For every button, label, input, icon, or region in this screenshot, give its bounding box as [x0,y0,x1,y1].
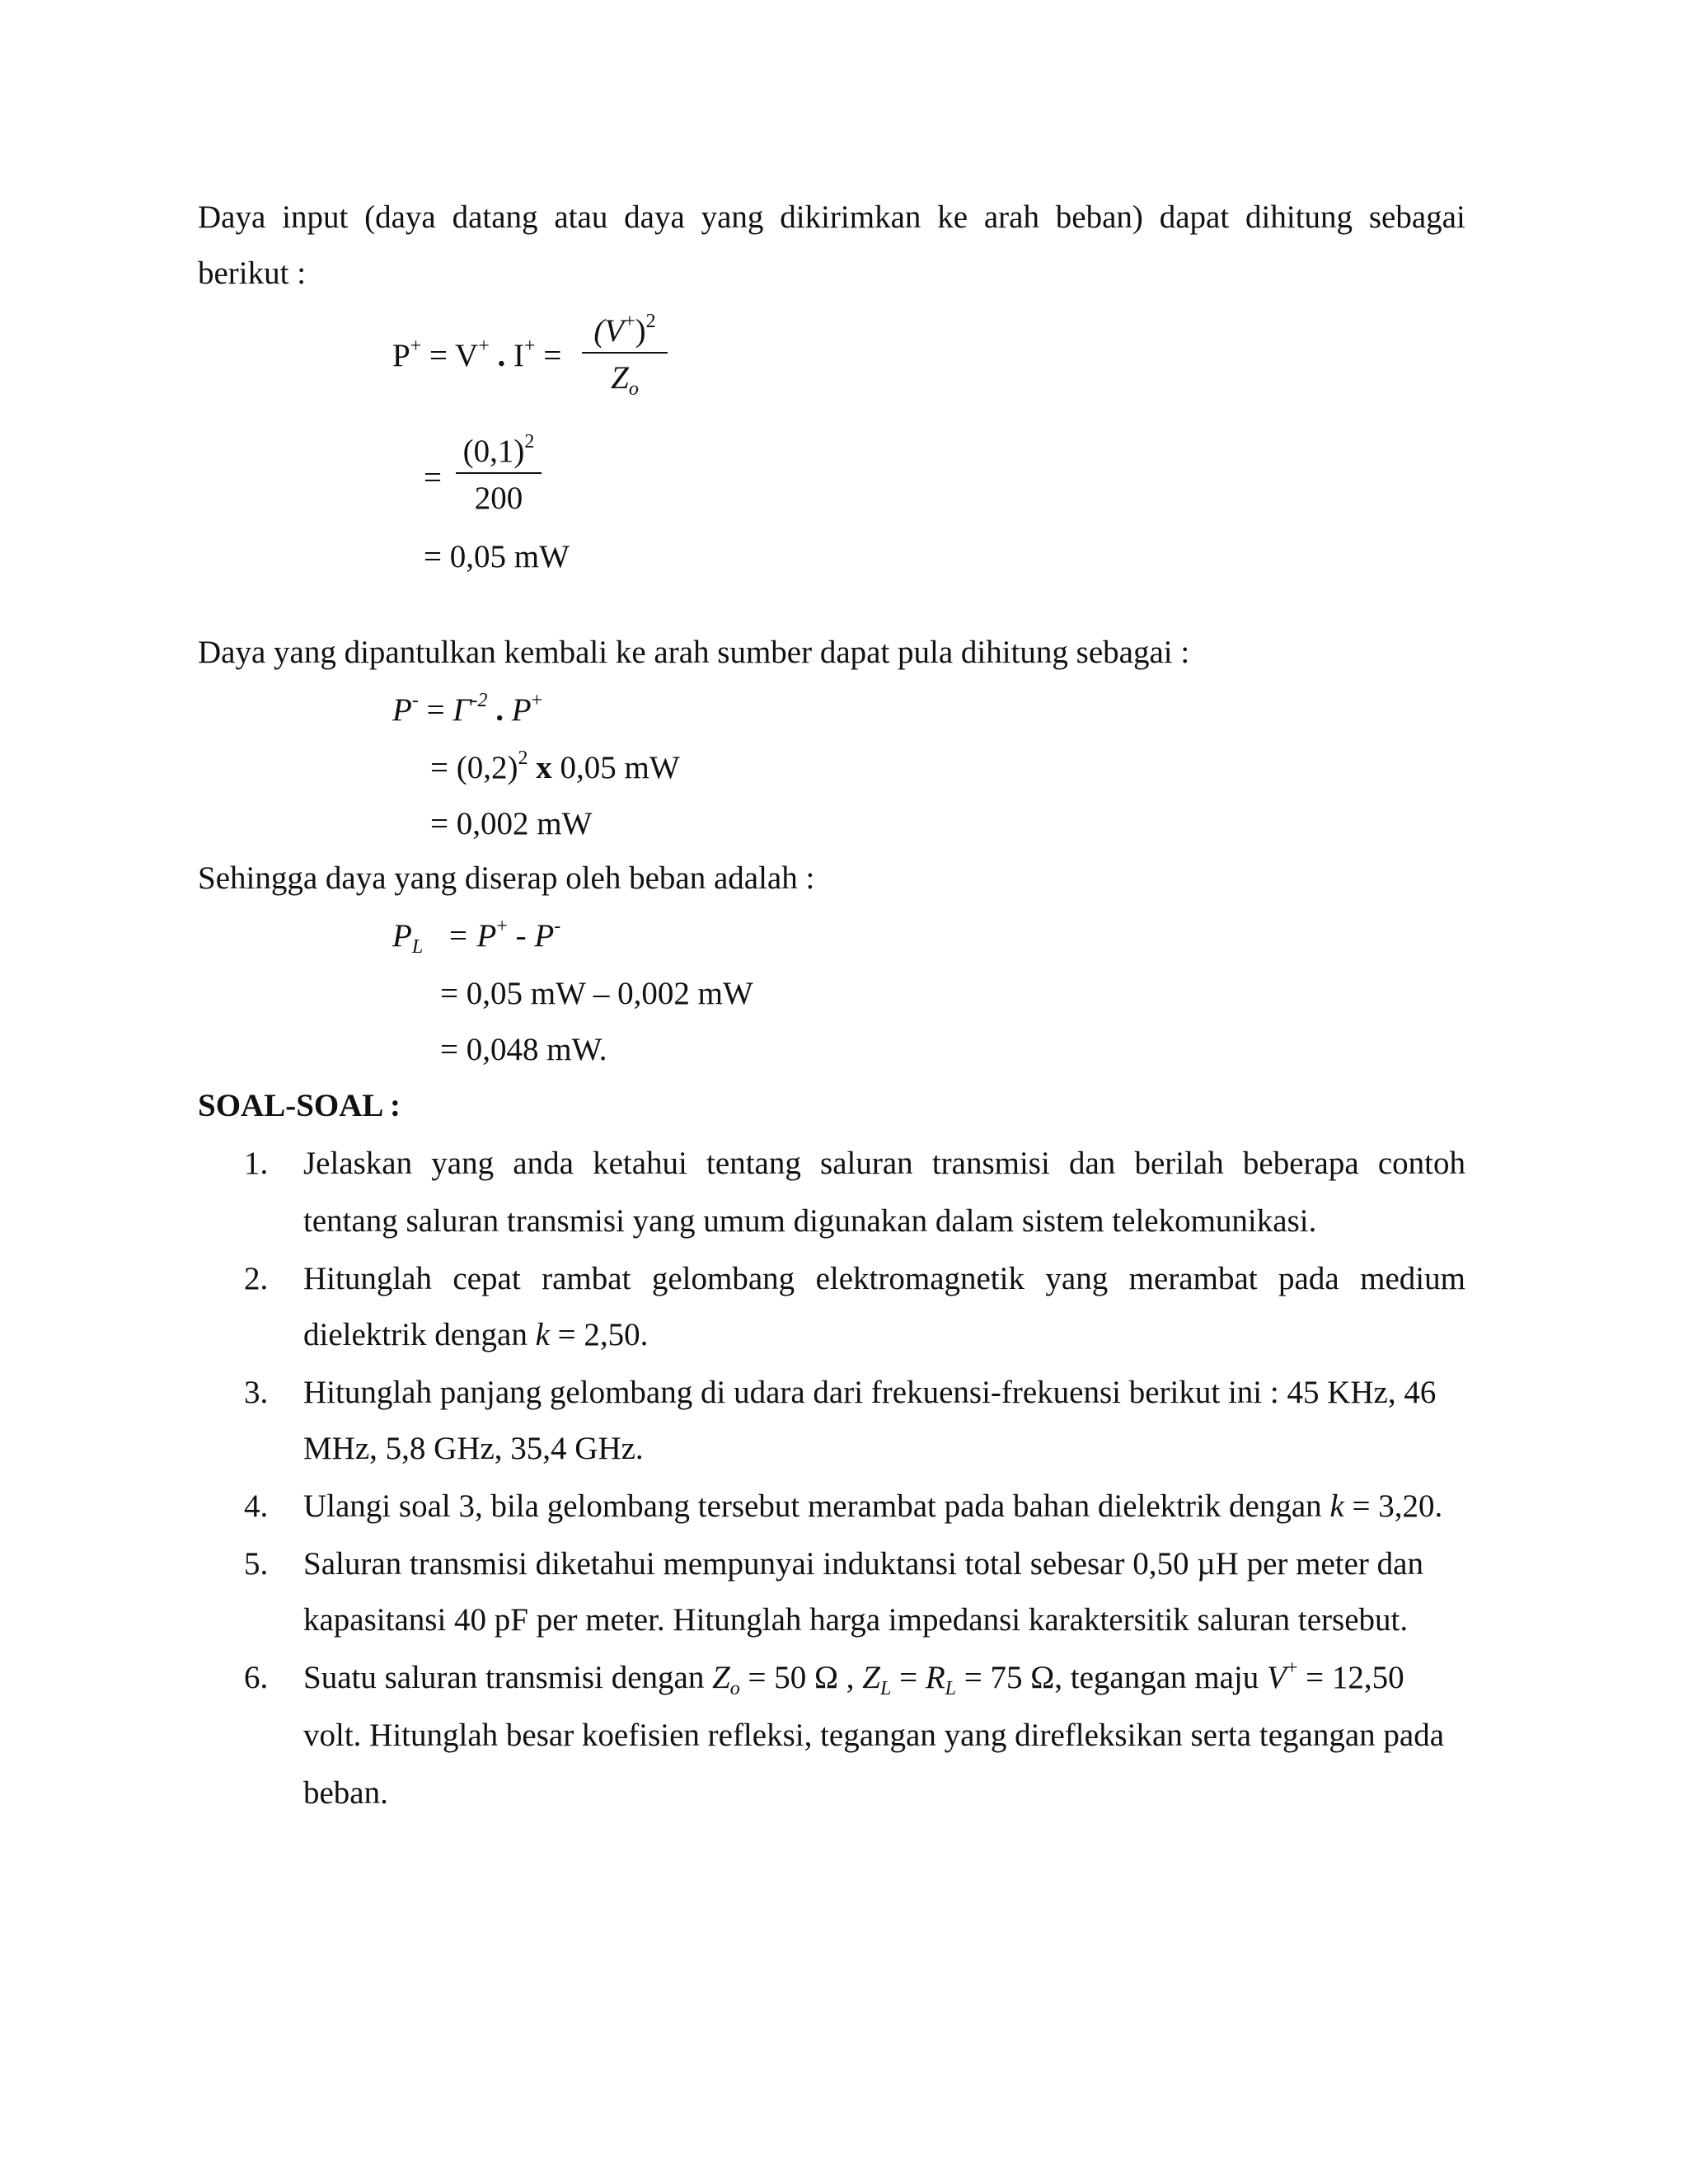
para3: Sehingga daya yang diserap oleh beban adalah : [198,860,815,896]
word: beban) [1055,199,1143,235]
q4-number: 4. [244,1488,269,1524]
word: ke [937,199,968,235]
word: dikirimkan [780,199,921,235]
eq1-line1: P+ = V+ . I+ = [392,335,562,373]
q5-line1: Saluran transmisi diketahui mempunyai induktansi total sebesar 0,50 µH per meter dan [303,1546,1423,1582]
word: arah [983,199,1039,235]
q6-number: 6. [244,1660,269,1695]
para2: Daya yang dipantulkan kembali ke arah sumber dapat pula dihitung sebagai : [198,635,1190,670]
eq2-line2: = $(0,2)^2$ x 0,05 mW [430,748,680,785]
word: sebagai [1368,199,1465,235]
word: datang [452,199,538,235]
q3-line2: MHz, 5,8 GHz, 35,4 GHz. [303,1431,644,1466]
q2-number: 2. [244,1261,269,1296]
soal-heading: SOAL-SOAL : [198,1088,401,1123]
word: dihitung [1245,199,1353,235]
q1-line2: tentang saluran transmisi yang umum digunakan dalam sistem telekomunikasi. [303,1203,1317,1239]
q5-line2: kapasitansi 40 pF per meter. Hitunglah harga impedansi karaktersitik saluran tersebut. [303,1602,1409,1638]
q2-line2: dielektrik dengan k = 2,50. [303,1317,649,1352]
word: yang [701,199,764,235]
para1-line1 [198,201,1465,233]
q4-line1: Ulangi soal 3, bila gelombang tersebut merambat pada bahan dielektrik dengan k = 3,20. [303,1488,1443,1524]
eq1-step2-equals: = [424,460,442,495]
eq2-line3: = 0,002 mW [430,806,593,841]
q1-line1: Jelaskan yang anda ketahui tentang saluran transmisi dan berilah beberapa contoh [303,1146,1465,1181]
eq2-line1: $P^- = \Gamma^{-2}$ . P+ [392,690,543,728]
q3-line1: Hitunglah panjang gelombang di udara dari frekuensi-frekuensi berikut ini : 45 KHz, 46 [303,1375,1437,1410]
q1-number: 1. [244,1146,269,1181]
word: daya [624,199,685,235]
word: (daya [364,199,436,235]
eq1-fraction: $\frac{(V^+)^2}{Z_o}$ [582,315,668,394]
eq1-step2-fraction: $\frac{(0,1)^2}{200}$ [456,435,542,514]
eq3-line2: = 0,05 mW – 0,002 mW [440,976,753,1011]
q6-line1: Suatu saluran transmisi dengan $Z_o = 50$ Ω , $Z_L = R_L = 75$ Ω, tegangan maju V+ = 12,50 [303,1657,1404,1699]
q6-line2: volt. Hitunglah besar koefisien refleksi, tegangan yang direfleksikan serta tegangan pada [303,1718,1445,1753]
eq1-result: = 0,05 mW [424,539,570,574]
word: atau [554,199,608,235]
q6-line3: beban. [303,1775,388,1811]
word: input [282,199,349,235]
q3-number: 3. [244,1375,269,1410]
word: dapat [1159,199,1230,235]
q5-number: 5. [244,1546,269,1582]
eq3-line3: = 0,048 mW. [440,1032,607,1067]
eq3-line1: $P_L$ = P+ - P- [392,916,561,958]
q2-line1: Hitunglah cepat rambat gelombang elektromagnetik yang merambat pada medium [303,1261,1465,1296]
para1-line2: berikut : [198,255,307,291]
word: Daya [198,199,266,235]
